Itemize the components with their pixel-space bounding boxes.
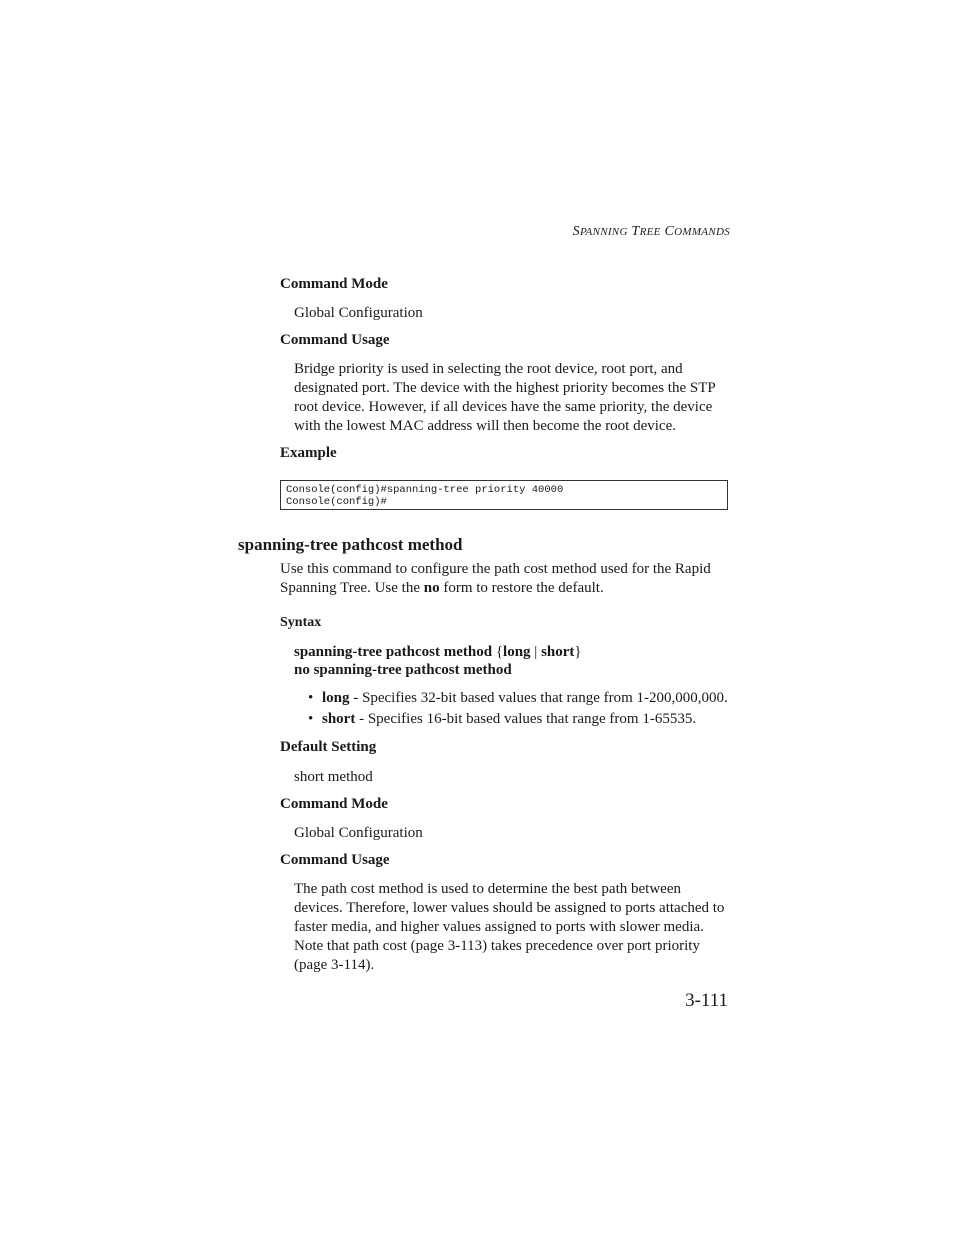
bullet-icon: •: [308, 711, 314, 727]
command-mode-value: Global Configuration: [294, 825, 423, 841]
command-usage-heading: Command Usage: [280, 332, 390, 348]
bullet-item-long: • long - Specifies 32-bit based values that range from 1-200,000,000.: [308, 690, 728, 706]
intro-paragraph: Use this command to configure the path cost method used for the Rapid Spanning Tree. Use the no form to restore the default.: [280, 561, 711, 596]
command-usage-paragraph: The path cost method is used to determine the best path between devices. Therefore, lower values should be assigned to ports attached to faster media, and higher values assigned to ports with slower media. Note that path cost (page 3-113) takes precedence over port priority (page 3-114).: [294, 881, 725, 973]
syntax-heading: Syntax: [280, 615, 322, 630]
default-setting-heading: Default Setting: [280, 739, 377, 755]
page-number: 3-111: [685, 990, 728, 1011]
running-header: SPANNING TREE COMMANDS: [572, 224, 730, 239]
code-example: Console(config)#spanning-tree priority 40000 Console(config)#: [286, 484, 564, 508]
bullet-icon: •: [308, 690, 314, 706]
code-example-box: [280, 480, 728, 510]
bullet-item-short: • short - Specifies 16-bit based values that range from 1-65535.: [308, 711, 697, 727]
example-heading: Example: [280, 445, 337, 461]
section-title: spanning-tree pathcost method: [238, 535, 463, 554]
command-mode-heading: Command Mode: [280, 276, 388, 292]
command-mode-heading: Command Mode: [280, 796, 388, 812]
command-usage-paragraph: Bridge priority is used in selecting the root device, root port, and designated port. The device with the highest priority becomes the STP root device. However, if all devices have the same priority, the device with the lowest MAC address will then become the root device.: [294, 361, 716, 434]
command-mode-value: Global Configuration: [294, 305, 423, 321]
syntax-line-2: no spanning-tree pathcost method: [294, 662, 512, 678]
command-usage-heading: Command Usage: [280, 852, 390, 868]
syntax-line-1: spanning-tree pathcost method {long | short}: [294, 644, 582, 660]
default-setting-value: short method: [294, 769, 373, 785]
